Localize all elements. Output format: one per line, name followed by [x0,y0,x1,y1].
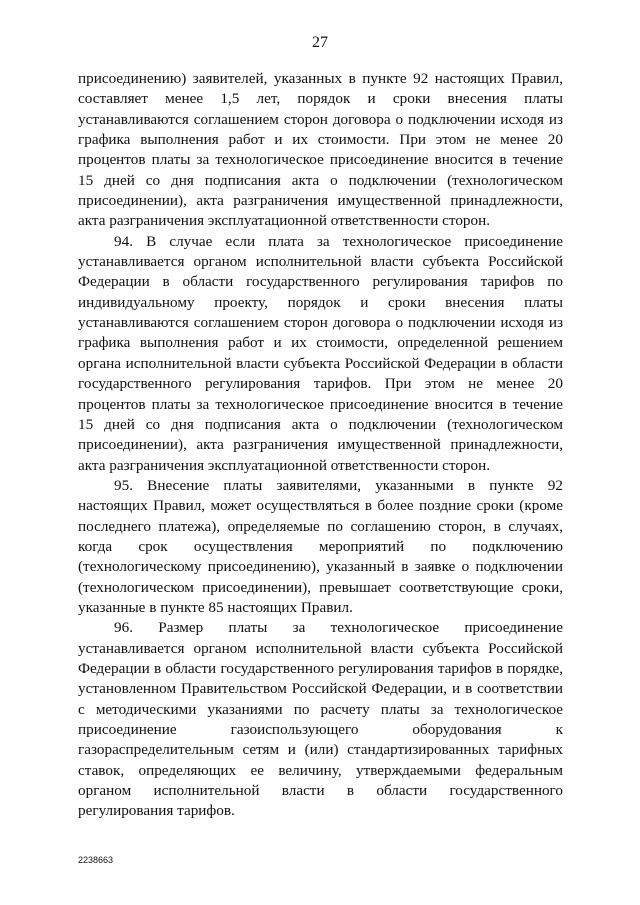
paragraph-continuation: присоединению) заявителей, указанных в пункте 92 настоящих Правил, составляет менее 1,5 лет, порядок и сроки внесения платы устанавливаются соглашением сторон договора о подключении исходя из графика выполнения работ и их стоимости. При этом не менее 20 процентов платы за технологическое присоединение вносится в течение 15 дней со дня подписания акта о подключении (технологическом присоединении), акта разграничения имущественной принадлежности, акта разграничения эксплуатационной ответственности сторон. [78,70,563,230]
document-body [78,69,563,822]
paragraph-94: 94. В случае если плата за технологическое присоединение устанавливается органом исполнительной власти субъекта Российской Федерации в области государственного регулирования тарифов по индивидуальному проекту, порядок и сроки внесения платы устанавливаются соглашением сторон договора о подключении исходя из графика выполнения работ и их стоимости, определенной решением органа исполнительной власти субъекта Российской Федерации в области государственного регулирования тарифов. При этом не менее 20 процентов платы за технологическое присоединение вносится в течение 15 дней со дня подписания акта о подключении (технологическом присоединении), акта разграничения имущественной принадлежности, акта разграничения эксплуатационной ответственности сторон. [78,232,563,474]
paragraph-95: 95. Внесение платы заявителями, указанными в пункте 92 настоящих Правил, может осуществляться в более поздние сроки (кроме последнего платежа), определяемые по соглашению сторон, в случаях, когда срок осуществления мероприятий по подключению (технологическому присоединению), указанный в заявке о подключении (технологическом присоединении), превышает соответствующие сроки, указанные в пункте 85 настоящих Правил. [78,476,563,616]
document-code: 2238663 [78,855,114,865]
page-number: 27 [312,34,328,51]
paragraph-96: 96. Размер платы за технологическое присоединение устанавливается органом исполнительной власти субъекта Российской Федерации в области государственного регулирования тарифов в порядке, установленном Правительством Российской Федерации, и в соответствии с методическими указаниями по расчету платы за технологическое присоединение газоиспользующего оборудования к газораспределительным сетям и (или) стандартизированных тарифных ставок, определяющих ее величину, утверждаемыми федеральным органом исполнительной власти в области государственного регулирования тарифов. [78,619,563,820]
